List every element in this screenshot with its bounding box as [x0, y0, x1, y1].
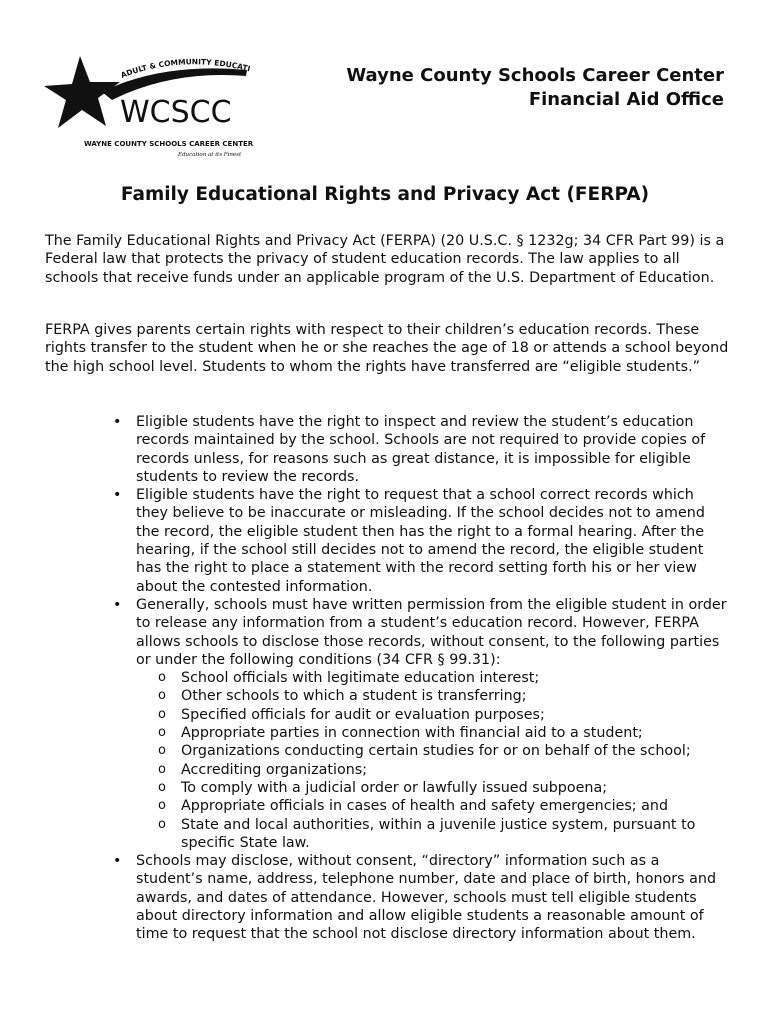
rights-paragraph: FERPA gives parents certain rights with respect to their children’s education records. These rights transfer to the student when he or she reaches the age of 18 or attends a school beyond the high school level. Students to whom the rights have transferred are “eligible students.”	[45, 322, 729, 375]
logo-tagline: Education at its Finest	[178, 152, 242, 158]
header-school-name: Wayne County Schools Career Center	[346, 65, 724, 86]
list-item-text: Eligible students have the right to inspect and review the student’s education records maintained by the school. Schools are not required to provide copies of records unless, for reasons such as great distance, it is impossible for eligible students to review the records.	[136, 414, 706, 485]
sub-list-item-text: Accrediting organizations;	[181, 761, 368, 778]
circle-bullet-icon: o	[158, 743, 166, 759]
circle-bullet-icon: o	[158, 670, 166, 686]
circle-bullet-icon: o	[158, 816, 166, 832]
bullet-icon: •	[113, 853, 122, 870]
sub-list-item	[136, 761, 730, 779]
wcscc-logo-graphic	[42, 52, 254, 160]
logo-name: WAYNE COUNTY SCHOOLS CAREER CENTER	[84, 140, 254, 148]
list-item	[0, 413, 770, 486]
sub-list-item-text: To comply with a judicial order or lawfully issued subpoena;	[181, 779, 608, 796]
bullet-icon: •	[113, 596, 122, 613]
wcscc-logo	[42, 52, 254, 160]
sub-list-item-text: School officials with legitimate education interest;	[181, 670, 540, 687]
list-item-text: Eligible students have the right to request that a school correct records which they believe to be inaccurate or misleading. If the school decides not to amend the record, the eligible student then has the right to a formal hearing. After the hearing, if the school still decides not to amend the record, the eligible student has the right to place a statement with the record setting forth his or her view about the contested information.	[136, 487, 705, 595]
sub-list-item-text: State and local authorities, within a juvenile justice system, pursuant to specific State law.	[181, 816, 696, 851]
list-item-text: Schools may disclose, without consent, “directory” information such as a student’s name, address, telephone number, date and place of birth, honors and awards, and dates of attendance. However, schools must tell eligible students about directory information and allow eligible students a reasonable amount of time to request that the school not disclose directory information about them.	[136, 853, 717, 943]
header	[346, 64, 724, 112]
circle-bullet-icon: o	[158, 725, 166, 741]
list-item	[0, 486, 770, 596]
list-item	[0, 852, 770, 943]
logo-arc-text: ADULT & COMMUNITY EDUCATI	[119, 57, 252, 80]
circle-bullet-icon: o	[158, 688, 166, 704]
bullet-icon: •	[113, 487, 122, 504]
sub-list-item-text: Organizations conducting certain studies for or on behalf of the school;	[181, 743, 691, 760]
sub-list-item-text: Other schools to which a student is transferring;	[181, 688, 527, 705]
svg-text:ADULT & COMMUNITY EDUCATION	[42, 52, 251, 80]
sub-list-item	[136, 742, 730, 760]
sub-list-item	[136, 797, 730, 815]
sub-list-item-text: Specified officials for audit or evaluation purposes;	[181, 706, 545, 723]
circle-bullet-icon: o	[158, 761, 166, 777]
circle-bullet-icon: o	[158, 706, 166, 722]
logo-acronym: WCSCC	[120, 95, 232, 130]
sub-list-item	[136, 669, 730, 687]
sub-list-item	[136, 724, 730, 742]
list-item-text: Generally, schools must have written permission from the eligible student in order to release any information from a student’s education record. However, FERPA allows schools to disclose those records, without consent, to the following parties or under the following conditions (34 CFR § 99.31):	[136, 596, 727, 668]
sub-list-item	[136, 706, 730, 724]
bullet-icon: •	[113, 414, 122, 430]
circle-bullet-icon: o	[158, 798, 166, 814]
list-item	[0, 596, 770, 852]
sub-list-item	[136, 816, 730, 853]
sub-list-item	[136, 687, 730, 705]
sub-list-item-text: Appropriate officials in cases of health and safety emergencies; and	[181, 798, 669, 815]
rights-list	[0, 413, 770, 944]
header-office-name: Financial Aid Office	[528, 89, 724, 110]
document-title: Family Educational Rights and Privacy Act (FERPA)	[120, 184, 650, 205]
sub-list-item	[136, 779, 730, 797]
circle-bullet-icon: o	[158, 779, 166, 795]
disclosure-conditions-list	[136, 669, 730, 852]
sub-list-item-text: Appropriate parties in connection with financial aid to a student;	[181, 725, 643, 742]
intro-paragraph: The Family Educational Rights and Privacy Act (FERPA) (20 U.S.C. § 1232g; 34 CFR Part 99) is a Federal law that protects the privacy of student education records. The law applies to all schools that receive funds under an applicable program of the U.S. Department of Education.	[45, 233, 725, 286]
